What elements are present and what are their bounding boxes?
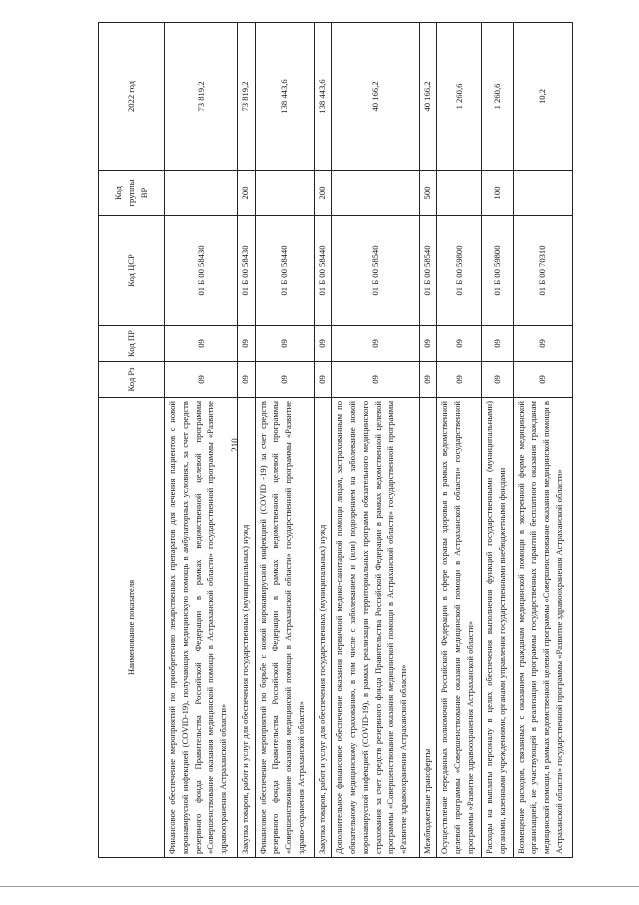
row-vr: 100 bbox=[482, 171, 513, 216]
row-rz: 09 bbox=[255, 362, 314, 398]
row-rz: 09 bbox=[436, 362, 481, 398]
table-row bbox=[419, 23, 436, 858]
row-rz: 09 bbox=[332, 362, 419, 398]
table-row bbox=[315, 23, 332, 858]
row-amount: 138 443,6 bbox=[255, 23, 314, 171]
row-vr bbox=[436, 171, 481, 216]
page-number: 210 bbox=[230, 438, 240, 452]
row-vr bbox=[165, 171, 238, 216]
table-row bbox=[332, 23, 419, 858]
header-csr: Код ЦСР bbox=[99, 216, 165, 326]
row-pr: 09 bbox=[165, 326, 238, 362]
row-name: Финансовое обеспечение мероприятий по борьбе с новой коронавирусной инфекцией (COVID -19) за счет средств резервного фонда Правительства Российской Федерации в рамках ведомственной целевой программы «Совершенствование оказания медицинской помощи в Астраханской области» государственной программы «Развитие здраво-охранения Астраханской области» bbox=[255, 398, 314, 858]
header-pr: Код ПР bbox=[99, 326, 165, 362]
row-amount: 40 166,2 bbox=[419, 23, 436, 171]
rotated-table-container bbox=[98, 23, 573, 858]
row-name: Закупка товаров, работ и услуг для обеспечения государственных (муниципальных) нужд bbox=[315, 398, 332, 858]
row-csr: 01 Б 00 70310 bbox=[513, 216, 572, 326]
row-pr: 09 bbox=[436, 326, 481, 362]
row-csr: 01 Б 00 58440 bbox=[255, 216, 314, 326]
table-row bbox=[165, 23, 238, 858]
row-name: Закупка товаров, работ и услуг для обеспечения государственных (муниципальных) нужд bbox=[238, 398, 255, 858]
row-csr: 01 Б 00 59800 bbox=[482, 216, 513, 326]
row-pr: 09 bbox=[419, 326, 436, 362]
row-pr: 09 bbox=[513, 326, 572, 362]
row-rz: 09 bbox=[513, 362, 572, 398]
row-csr: 01 Б 00 58540 bbox=[332, 216, 419, 326]
row-rz: 09 bbox=[419, 362, 436, 398]
table-row bbox=[238, 23, 255, 858]
row-rz: 09 bbox=[238, 362, 255, 398]
budget-table bbox=[98, 22, 573, 858]
table-row bbox=[513, 23, 572, 858]
row-pr: 09 bbox=[255, 326, 314, 362]
scan-bottom-rule bbox=[0, 886, 639, 887]
table-row bbox=[255, 23, 314, 858]
row-vr: 500 bbox=[419, 171, 436, 216]
table-row bbox=[482, 23, 513, 858]
row-csr: 01 Б 00 58440 bbox=[315, 216, 332, 326]
row-csr: 01 Б 00 58540 bbox=[419, 216, 436, 326]
row-vr bbox=[255, 171, 314, 216]
row-name: Расходы на выплаты персоналу в целях обеспечения выполнения функций государственными (муниципальными) органами, казенными учреждениями, органами управления государственными внебюджетными фондами bbox=[482, 398, 513, 858]
row-amount: 40 166,2 bbox=[332, 23, 419, 171]
row-vr bbox=[332, 171, 419, 216]
row-name: Дополнительное финансовое обеспечение оказания первичной медико-санитарной помощи лицам, застрахованным по обязательному медицинскому страхованию, в том числе с заболеванием и (или) подозрением на заболевание новой коронавирусной инфекцией (COVID-19), в рамках реализации территориальных программ обязательного медицинского страхования за счет средств резервного фонда Правительства Российской Федерации в рамках ведомственной целевой программы «Совершенствование оказания медицинской помощи в Астраханской области» государственной программы «Развитие здравоохранения Астраханской области» bbox=[332, 398, 419, 858]
header-name: Наименование показателя bbox=[99, 398, 165, 858]
table-row bbox=[436, 23, 481, 858]
row-vr: 200 bbox=[238, 171, 255, 216]
header-vr: Код группы ВР bbox=[99, 171, 165, 216]
row-csr: 01 Б 00 58430 bbox=[165, 216, 238, 326]
row-amount: 73 819,2 bbox=[238, 23, 255, 171]
row-vr: 200 bbox=[315, 171, 332, 216]
row-name: Межбюджетные трансферты bbox=[419, 398, 436, 858]
row-name: Возмещение расходов, связанных с оказанием гражданам медицинской помощи в экстренной форме медицинской организацией, не участвующей в реализации программы государственных гарантий бесплатного оказания гражданам медицинской помощи, в рамках ведомственной целевой программы «Совершенствование оказания медицинской помощи в Астраханской области» государственной программы «Развитие здравоохранения Астраханской области» bbox=[513, 398, 572, 858]
row-pr: 09 bbox=[332, 326, 419, 362]
header-rz: Код Рз bbox=[99, 362, 165, 398]
table-header-row bbox=[99, 23, 165, 858]
row-pr: 09 bbox=[315, 326, 332, 362]
header-year: 2022 год bbox=[99, 23, 165, 171]
row-amount: 10,2 bbox=[513, 23, 572, 171]
row-pr: 09 bbox=[482, 326, 513, 362]
row-name: Финансовое обеспечение мероприятий по приобретению лекарственных препаратов для лечения пациентов с новой коронавирусной инфекцией (COVID-19), получающих медицинскую помощь в амбулаторных условиях, за счет средств резервного фонда Правительства Российской Федерации в рамках ведомственной целевой программы «Совершенствование оказания медицинской помощи в Астраханской области» государственной программы «Развитие здравоохранения Астраханской области» bbox=[165, 398, 238, 858]
row-vr bbox=[513, 171, 572, 216]
row-rz: 09 bbox=[315, 362, 332, 398]
row-csr: 01 Б 00 58430 bbox=[238, 216, 255, 326]
row-amount: 1 260,6 bbox=[436, 23, 481, 171]
row-amount: 1 260,6 bbox=[482, 23, 513, 171]
row-rz: 09 bbox=[165, 362, 238, 398]
row-pr: 09 bbox=[238, 326, 255, 362]
row-rz: 09 bbox=[482, 362, 513, 398]
row-amount: 138 443,6 bbox=[315, 23, 332, 171]
row-name: Осуществление переданных полномочий Российской Федерации в сфере охраны здоровья в рамках ведомственной целевой программы «Совершенствование оказания медицинской помощи в Астраханской области» государственной программы «Развитие здравоохранения Астраханской области» bbox=[436, 398, 481, 858]
row-amount: 73 819,2 bbox=[165, 23, 238, 171]
row-csr: 01 Б 00 59800 bbox=[436, 216, 481, 326]
